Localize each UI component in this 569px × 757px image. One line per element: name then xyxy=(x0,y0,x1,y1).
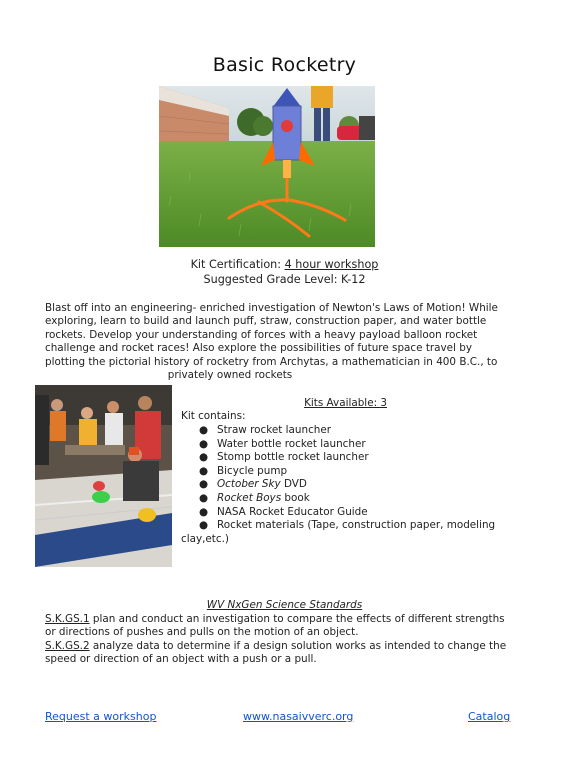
kits-available: Kits Available: 3 xyxy=(304,397,387,409)
standard-item: S.K.GS.1 plan and conduct an investigation to compare the effects of different strengths or directions of pushes and pulls on the motion of an object. xyxy=(45,613,505,639)
list-item: ● October Sky DVD xyxy=(199,478,307,491)
standards-heading: WV NxGen Science Standards xyxy=(206,599,363,611)
list-item: ● Rocket Boys book xyxy=(199,491,310,504)
classroom-photo xyxy=(35,385,172,567)
bullet-icon: ● xyxy=(199,505,209,518)
kit-contains-label: Kit contains: xyxy=(181,410,246,422)
list-item: ● Straw rocket launcher xyxy=(199,424,332,436)
list-item: ● Water bottle rocket launcher xyxy=(199,437,366,450)
list-item: ● Stomp bottle rocket launcher xyxy=(199,451,369,464)
standard-item: S.K.GS.2 analyze data to determine if a design solution works as intended to change the speed or direction of an object with a push or a pull. xyxy=(45,639,507,666)
catalog-link[interactable]: Catalog xyxy=(468,710,511,723)
certification-link[interactable]: 4 hour workshop xyxy=(284,258,379,271)
bullet-icon: ● xyxy=(199,464,209,477)
kit-items-list xyxy=(181,424,511,546)
request-workshop-link[interactable]: Request a workshop xyxy=(45,710,157,723)
list-item: ● Bicycle pump xyxy=(199,464,288,477)
rocket-photo xyxy=(159,86,375,247)
certification-label: Kit Certification: xyxy=(190,258,282,271)
bullet-icon: ● xyxy=(199,451,209,464)
classroom-photo-illustration xyxy=(35,385,172,567)
standard-code[interactable]: S.K.GS.1 xyxy=(45,613,90,625)
description-paragraph xyxy=(45,302,515,382)
standard-code[interactable]: S.K.GS.2 xyxy=(45,639,90,652)
standards-list xyxy=(45,613,515,667)
list-item: ● Rocket materials (Tape, construction paper, modeling clay,etc.) xyxy=(181,519,496,545)
rocket-photo-illustration xyxy=(159,86,375,247)
website-link[interactable]: www.nasaiv​verc.org xyxy=(243,710,354,723)
page-title: Basic Rocketry xyxy=(212,54,357,76)
bullet-icon: ● xyxy=(199,478,209,491)
kit-certification xyxy=(0,258,569,271)
bullet-icon: ● xyxy=(199,519,209,532)
grade-level: Suggested Grade Level: K-12 xyxy=(203,273,366,286)
list-item: ● NASA Rocket Educator Guide xyxy=(199,505,368,518)
description-last-line: privately owned rockets xyxy=(167,369,293,382)
bullet-icon: ● xyxy=(199,491,209,504)
description-text: Blast off into an engineering- enriched investigation of Newton's Laws of Motion! While exploring, learn to build and launch puff, straw, construction paper, and water bottle rockets. Develop your understanding of forces with a heavy payload balloon rocket challenge and rocket races! Also explore the possibilities of future space travel by plotting the pictorial history of rocketry from Archytas, a mathematician in 400 B.C., to xyxy=(45,302,498,368)
bullet-icon: ● xyxy=(199,437,209,450)
bullet-icon: ● xyxy=(199,424,209,436)
